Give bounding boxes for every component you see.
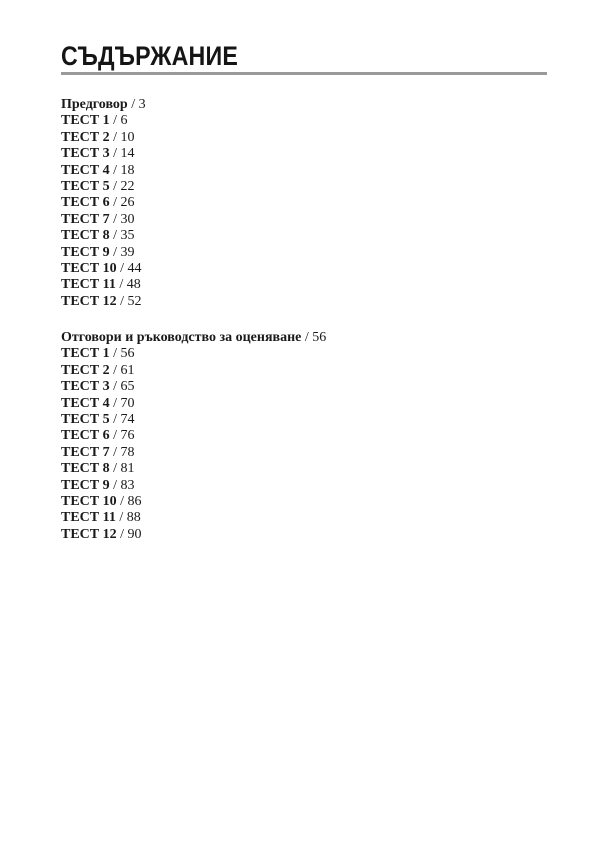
toc-entry xyxy=(61,212,541,228)
toc-entry-separator: / xyxy=(116,293,128,309)
toc-entry-separator: / xyxy=(109,411,121,427)
toc-entry-page-number: 81 xyxy=(120,461,135,477)
toc-entry xyxy=(61,461,541,477)
toc-entry-page-number: 56 xyxy=(312,330,327,345)
toc-entry-separator: / xyxy=(109,395,121,411)
toc-entry-title: ТЕСТ 5 xyxy=(61,411,110,427)
toc-entry-separator: / xyxy=(109,211,121,227)
toc-entry-page-number: 14 xyxy=(120,146,135,162)
toc-entry-title: ТЕСТ 8 xyxy=(61,461,110,477)
toc-entry-title: ТЕСТ 5 xyxy=(61,178,110,194)
toc-entry-title: ТЕСТ 6 xyxy=(61,428,110,444)
toc-entry-title: ТЕСТ 7 xyxy=(61,444,110,460)
toc-entry-title: ТЕСТ 10 xyxy=(61,260,117,276)
title-underline-divider xyxy=(61,72,547,75)
toc-entry xyxy=(61,245,541,261)
toc-entry-page-number: 78 xyxy=(120,444,135,460)
toc-entry-separator: / xyxy=(116,493,128,509)
toc-entry-title: ТЕСТ 11 xyxy=(61,510,116,526)
toc-entry-separator: / xyxy=(109,461,121,477)
toc-entry-separator: / xyxy=(109,162,121,178)
toc-entry-page-number: 18 xyxy=(120,162,135,178)
toc-entry xyxy=(61,346,541,362)
toc-entry-page-number: 76 xyxy=(120,428,135,444)
toc-entry-separator: / xyxy=(109,362,121,378)
toc-entry-title: ТЕСТ 1 xyxy=(61,113,110,129)
toc-entry-separator: / xyxy=(115,510,127,526)
toc-entry xyxy=(61,146,541,162)
toc-entry xyxy=(61,113,541,129)
toc-entry-title: ТЕСТ 12 xyxy=(61,293,117,309)
toc-entry-page-number: 90 xyxy=(127,526,142,542)
toc-entry-page-number: 10 xyxy=(120,129,135,145)
toc-entry xyxy=(61,130,541,146)
toc-entry-separator: / xyxy=(109,195,121,211)
toc-entry-title: ТЕСТ 11 xyxy=(61,277,116,293)
toc-entry-title: ТЕСТ 2 xyxy=(61,362,110,378)
toc-entry-page-number: 6 xyxy=(120,113,128,129)
toc-entry-title: ТЕСТ 3 xyxy=(61,379,110,395)
toc-entry xyxy=(61,428,541,444)
toc-entry-page-number: 56 xyxy=(120,346,135,362)
toc-entry-title: Предговор xyxy=(61,97,128,112)
toc-entry xyxy=(61,294,541,310)
toc-entry-page-number: 35 xyxy=(120,228,135,244)
page-title: СЪДЪРЖАНИЕ xyxy=(61,41,238,71)
toc-entry-separator: / xyxy=(109,346,121,362)
toc-section-answers xyxy=(61,330,541,543)
toc-entry xyxy=(61,478,541,494)
toc-entry-page-number: 88 xyxy=(126,510,141,526)
toc-entry-title: ТЕСТ 10 xyxy=(61,493,117,509)
toc-entry-title: ТЕСТ 7 xyxy=(61,211,110,227)
toc-entry xyxy=(61,527,541,543)
toc-entry-title: ТЕСТ 8 xyxy=(61,228,110,244)
toc-entry xyxy=(61,330,541,346)
toc-entry xyxy=(61,396,541,412)
toc-entry xyxy=(61,179,541,195)
toc-entry-separator: / xyxy=(116,260,128,276)
toc-entry xyxy=(61,363,541,379)
toc-entry-title: ТЕСТ 1 xyxy=(61,346,110,362)
toc-entry xyxy=(61,163,541,179)
toc-entry-separator: / xyxy=(109,178,121,194)
toc-entry xyxy=(61,510,541,526)
toc-entry-page-number: 26 xyxy=(120,195,135,211)
toc-section-tests xyxy=(61,97,541,310)
toc-entry xyxy=(61,445,541,461)
toc-entry-title: ТЕСТ 4 xyxy=(61,162,110,178)
toc-entry-page-number: 3 xyxy=(138,97,146,112)
toc-entry-separator: / xyxy=(109,113,121,129)
toc-entry-title: Отговори и ръководство за оценяване xyxy=(61,330,302,345)
toc-entry-separator: / xyxy=(109,146,121,162)
toc-entry xyxy=(61,412,541,428)
toc-entry xyxy=(61,494,541,510)
toc-entry-separator: / xyxy=(109,379,121,395)
toc-entry-separator: / xyxy=(301,330,313,345)
toc-entry xyxy=(61,277,541,293)
toc-entry xyxy=(61,261,541,277)
toc-entry-page-number: 22 xyxy=(120,178,135,194)
toc-entry-separator: / xyxy=(115,277,127,293)
toc-entry xyxy=(61,228,541,244)
toc-entry xyxy=(61,379,541,395)
toc-entry-separator: / xyxy=(109,444,121,460)
toc-entry xyxy=(61,195,541,211)
toc-entry-page-number: 44 xyxy=(127,260,142,276)
toc-entry-title: ТЕСТ 2 xyxy=(61,129,110,145)
toc-entry-page-number: 65 xyxy=(120,379,135,395)
toc-entry-page-number: 86 xyxy=(127,493,142,509)
toc-entry-title: ТЕСТ 4 xyxy=(61,395,110,411)
toc-entry-title: ТЕСТ 6 xyxy=(61,195,110,211)
toc-entry-title: ТЕСТ 9 xyxy=(61,477,110,493)
toc-entry-separator: / xyxy=(109,428,121,444)
toc-entry-separator: / xyxy=(109,477,121,493)
toc-entry-separator: / xyxy=(127,97,139,112)
toc-entry-page-number: 70 xyxy=(120,395,135,411)
toc-entry-page-number: 61 xyxy=(120,362,135,378)
toc-entry-separator: / xyxy=(109,129,121,145)
toc-entry-page-number: 30 xyxy=(120,211,135,227)
toc-entry-title: ТЕСТ 12 xyxy=(61,526,117,542)
toc-entry-title: ТЕСТ 9 xyxy=(61,244,110,260)
toc-entry-separator: / xyxy=(116,526,128,542)
toc-entry-page-number: 83 xyxy=(120,477,135,493)
toc-entry-page-number: 52 xyxy=(127,293,142,309)
toc-entry-page-number: 74 xyxy=(120,411,135,427)
toc-entry-separator: / xyxy=(109,244,121,260)
toc-entry-separator: / xyxy=(109,228,121,244)
toc-entry-page-number: 48 xyxy=(126,277,141,293)
toc-entry-page-number: 39 xyxy=(120,244,135,260)
toc-entry xyxy=(61,97,541,113)
toc-entry-title: ТЕСТ 3 xyxy=(61,146,110,162)
